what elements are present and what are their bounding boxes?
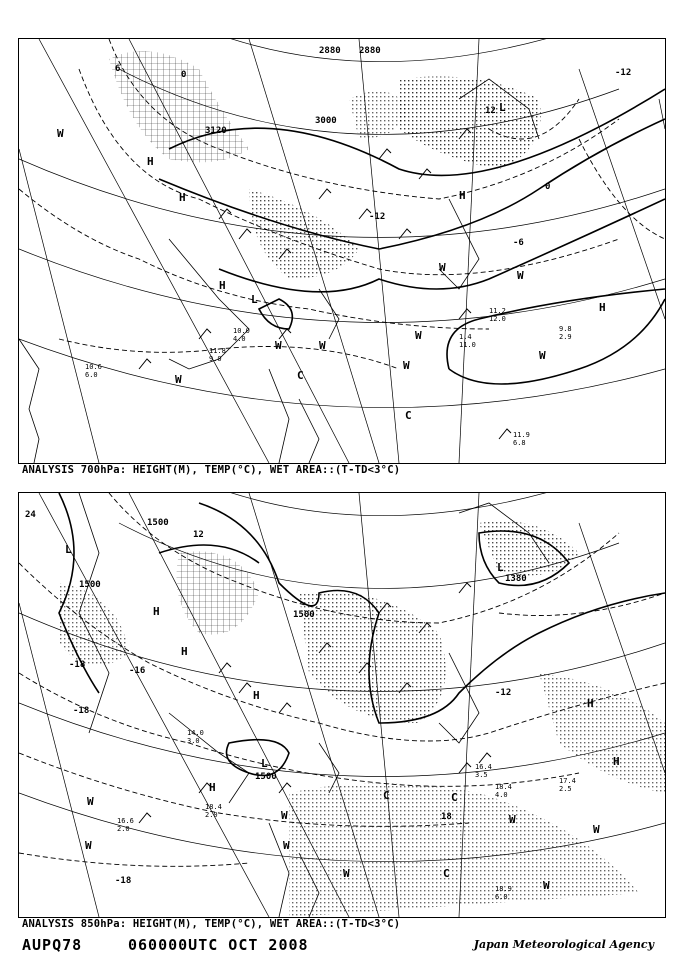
high-pressure-label: H [179,191,186,204]
station-value: 17.4 2.5 [559,777,576,793]
warm-label: W [517,269,524,282]
station-value: 16.4 3.5 [475,763,492,779]
temperature-label: 18 [441,812,452,822]
height-label: 1380 [505,574,527,584]
warm-label: W [175,373,182,386]
high-pressure-label: H [219,279,226,292]
height-label: 2880 [359,46,381,56]
low-pressure-label: L [261,757,268,770]
cold-label: C [383,789,390,802]
temperature-label: 0 [181,70,187,80]
temperature-contours [19,39,665,369]
temperature-label: 0 [545,182,551,192]
temperature-label: -6 [513,238,524,248]
height-label: 1500 [255,772,277,782]
station-value: 16.6 2.0 [117,817,134,833]
low-pressure-label: L [65,543,72,556]
cold-label: C [297,369,304,382]
panel-caption-850hpa: ANALYSIS 850hPa: HEIGHT(M), TEMP(°C), WET AREA::(T-TD<3°C) [22,918,401,930]
warm-label: W [283,839,290,852]
station-value: 18.4 4.0 [495,783,512,799]
wet-area [399,77,541,170]
warm-label: W [87,795,94,808]
warm-label: W [343,867,350,880]
station-value: 11.9 6.8 [513,431,530,447]
temperature-label: -18 [69,660,86,670]
high-pressure-label: H [209,781,216,794]
station-value: 18.4 2.0 [205,803,222,819]
low-pressure-label: L [251,293,258,306]
low-pressure-label: L [497,561,504,574]
analysis-700hpa-map [18,38,666,464]
height-label: 1500 [79,580,101,590]
height-label: 3120 [205,126,227,136]
temperature-label: 24 [25,510,36,520]
wet-area [109,51,249,162]
map-700hpa-svg [19,39,665,463]
high-pressure-label: H [613,755,620,768]
station-value: 11.8 9.0 [209,347,226,363]
station-value: 10.0 4.0 [233,327,250,343]
warm-label: W [415,329,422,342]
high-pressure-label: H [599,301,606,314]
valid-time: 060000UTC OCT 2008 [128,936,309,954]
wet-area [289,783,639,917]
wet-area [539,673,665,793]
warm-label: W [403,359,410,372]
warm-label: W [281,809,288,822]
station-value: 9.8 2.9 [559,325,572,341]
temperature-label: 12 [485,106,496,116]
warm-label: W [275,339,282,352]
latitude-lines [19,39,665,408]
station-value: 18.9 6.0 [495,885,512,901]
temperature-label: -12 [369,212,386,222]
height-label: 1500 [293,610,315,620]
temperature-label: -18 [73,706,90,716]
warm-label: W [543,879,550,892]
analysis-850hpa-map [18,492,666,918]
warm-label: W [439,261,446,274]
station-value: 11.2 12.0 [489,307,506,323]
high-pressure-label: H [147,155,154,168]
high-pressure-label: H [459,189,466,202]
chart-code: AUPQ78 [22,936,83,954]
cold-label: C [443,867,450,880]
map-850hpa-svg [19,493,665,917]
temperature-label: -16 [129,666,146,676]
warm-label: W [57,127,64,140]
height-label: 2880 [319,46,341,56]
high-pressure-label: H [587,697,594,710]
warm-label: W [593,823,600,836]
cold-label: C [451,791,458,804]
warm-label: W [85,839,92,852]
warm-label: W [539,349,546,362]
warm-label: W [509,813,516,826]
panel-caption-700hpa: ANALYSIS 700hPa: HEIGHT(M), TEMP(°C), WET AREA::(T-TD<3°C) [22,464,401,476]
warm-label: W [319,339,326,352]
station-value: 14.0 3.0 [187,729,204,745]
temperature-label: -12 [495,688,512,698]
temperature-label: 6 [115,64,121,74]
temperature-label: -12 [615,68,632,78]
cold-label: C [405,409,412,422]
temperature-label: 12 [193,530,204,540]
station-value: 1.4 11.0 [459,333,476,349]
wet-area [59,583,129,666]
temperature-label: -18 [115,876,132,886]
high-pressure-label: H [153,605,160,618]
station-value: 10.6 6.0 [85,363,102,379]
low-pressure-label: L [499,101,506,114]
height-label: 1500 [147,518,169,528]
agency-name: Japan Meteorological Agency [473,938,654,951]
high-pressure-label: H [181,645,188,658]
high-pressure-label: H [253,689,260,702]
height-label: 3000 [315,116,337,126]
